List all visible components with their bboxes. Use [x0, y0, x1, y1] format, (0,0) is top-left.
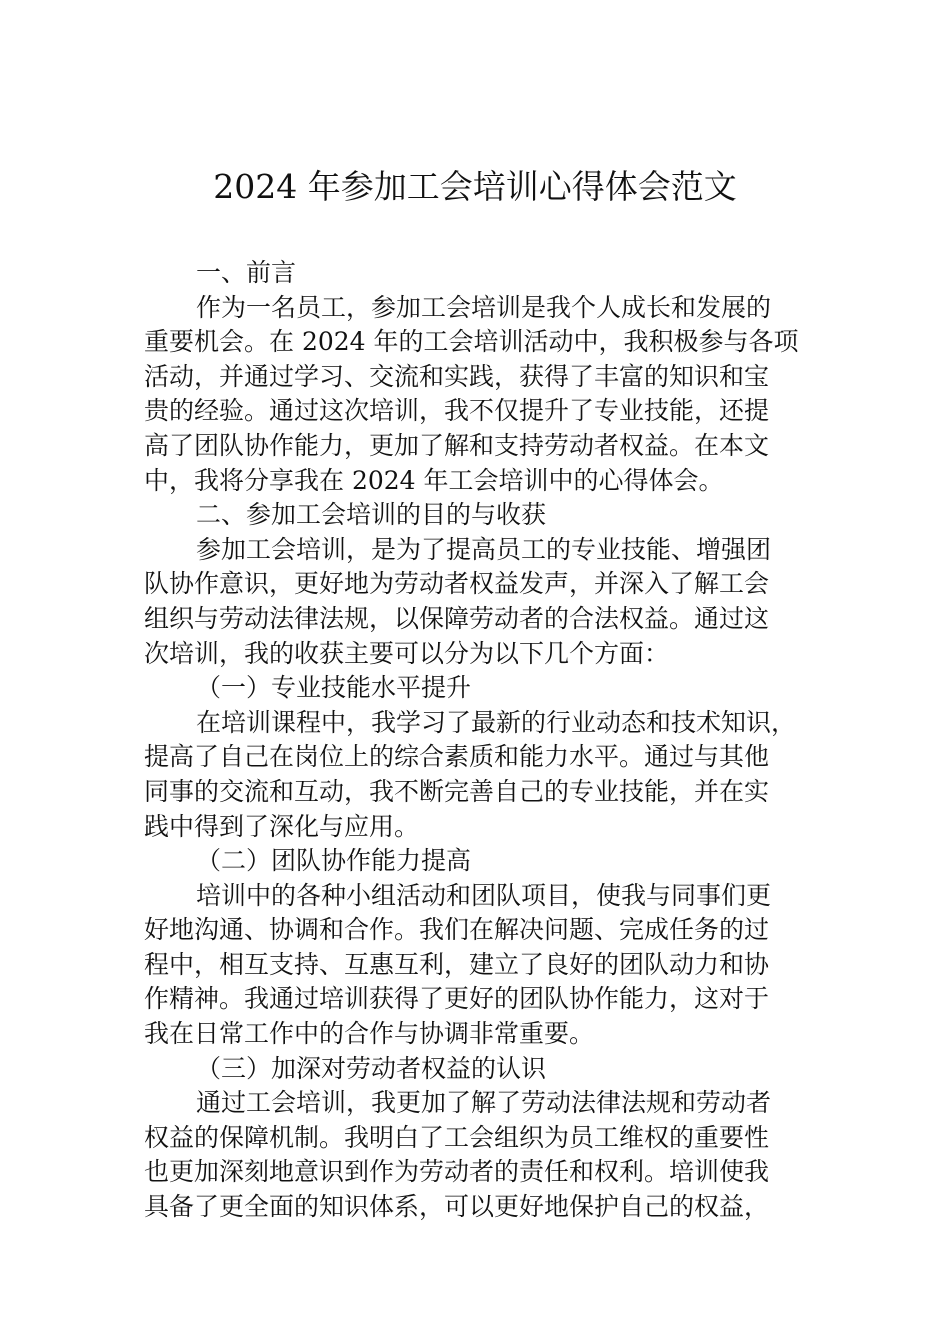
paragraph-line: 二、参加工会培训的目的与收获 — [196, 500, 547, 530]
paragraph-line: 提高了自己在岗位上的综合素质和能力水平。通过与其他 — [144, 742, 770, 772]
paragraph-line: 参加工会培训，是为了提高员工的专业技能、增强团 — [196, 534, 772, 564]
paragraph-line: 权益的保障机制。我明白了工会组织为员工维权的重要性 — [144, 1122, 770, 1152]
paragraph-line: 通过工会培训，我更加了解了劳动法律法规和劳动者 — [196, 1088, 772, 1118]
paragraph-line: 同事的交流和互动，我不断完善自己的专业技能，并在实 — [144, 776, 770, 806]
paragraph-line: 一、前言 — [196, 258, 297, 287]
paragraph-line: 高了团队协作能力，更加了解和支持劳动者权益。在本文 — [144, 430, 770, 460]
paragraph-line: 践中得到了深化与应用。 — [144, 811, 420, 841]
paragraph-line: 重要机会。在 2024 年的工会培训活动中，我积极参与各项 — [144, 327, 799, 357]
paragraph-line: （三）加深对劳动者权益的认识 — [196, 1053, 547, 1083]
paragraph-line: 队协作意识，更好地为劳动者权益发声，并深入了解工会 — [144, 569, 770, 599]
paragraph-line: 好地沟通、协调和合作。我们在解决问题、完成任务的过 — [144, 915, 770, 945]
paragraph-line: 作为一名员工，参加工会培训是我个人成长和发展的 — [196, 292, 772, 322]
paragraph-line: （二）团队协作能力提高 — [196, 846, 472, 876]
paragraph-line: 具备了更全面的知识体系，可以更好地保护自己的权益， — [144, 1192, 770, 1222]
paragraph-line: 培训中的各种小组活动和团队项目，使我与同事们更 — [196, 880, 772, 910]
document-title: 2024 年参加工会培训心得体会范文 — [213, 167, 737, 206]
paragraph-line: 贵的经验。通过这次培训，我不仅提升了专业技能，还提 — [144, 396, 770, 426]
paragraph-line: 作精神。我通过培训获得了更好的团队协作能力，这对于 — [144, 984, 770, 1014]
paragraph-line: 在培训课程中，我学习了最新的行业动态和技术知识， — [196, 707, 797, 737]
paragraph-line: 我在日常工作中的合作与协调非常重要。 — [144, 1019, 595, 1049]
paragraph-line: 组织与劳动法律法规，以保障劳动者的合法权益。通过这 — [144, 603, 770, 633]
paragraph-line: 程中，相互支持、互惠互利，建立了良好的团队动力和协 — [144, 949, 770, 979]
paragraph-line: 次培训，我的收获主要可以分为以下几个方面： — [144, 638, 670, 668]
paragraph-line: （一）专业技能水平提升 — [196, 673, 472, 703]
paragraph-line: 中，我将分享我在 2024 年工会培训中的心得体会。 — [144, 465, 724, 495]
paragraph-line: 也更加深刻地意识到作为劳动者的责任和权利。培训使我 — [144, 1157, 770, 1187]
document-body — [144, 256, 806, 1225]
paragraph-line: 活动，并通过学习、交流和实践，获得了丰富的知识和宝 — [144, 361, 770, 391]
